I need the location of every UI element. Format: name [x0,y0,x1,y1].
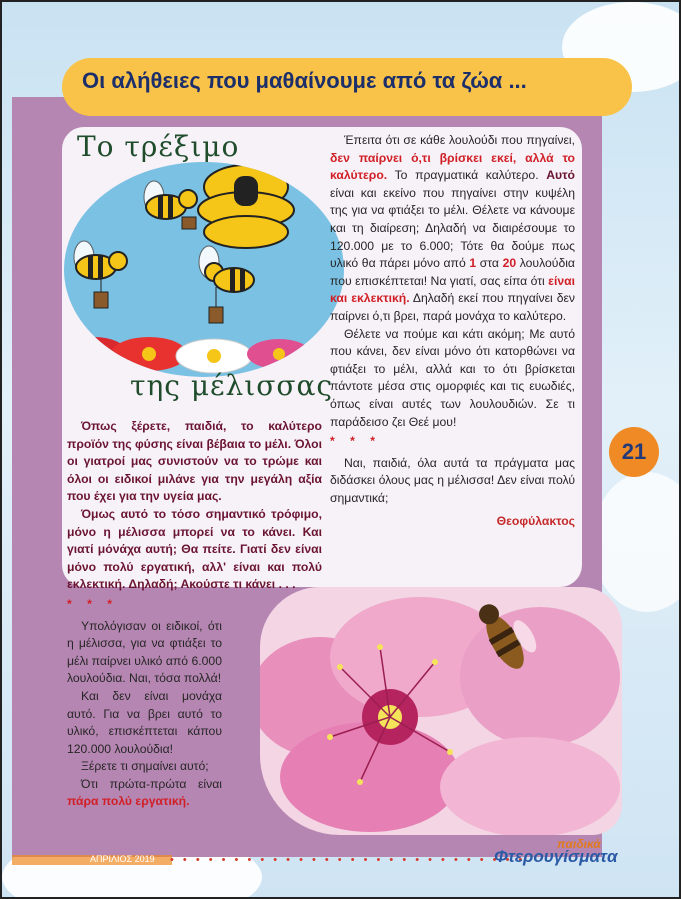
right-paragraph-3: Ναι, παιδιά, όλα αυτά τα πράγματα μας διδάσκει όλους μας η μέλισσα! Δεν είναι πολύ σημαντικά; [330,455,575,505]
number-highlight: 20 [502,256,517,271]
magazine-logo: Φτερουγίσματα [494,847,618,866]
text-span: Το πραγματικά καλύτερο. [387,168,547,183]
cloud-decoration [592,472,681,612]
highlight-span: δεν παίρνει ό,τι βρίσκει εκεί, αλλά το καλύτερο. [330,150,575,183]
magazine-logo-small: παιδικά [557,837,601,851]
text-span: στα [476,256,503,271]
page-title: Οι αλήθειες που μαθαίνουμε από τα ζώα ... [82,68,527,93]
bees-illustration [64,162,344,377]
left-paragraph-5: Ξέρετε τι σημαίνει αυτό; [81,759,209,774]
banner-bottom: της μέλισσας [130,369,334,402]
page-number: 21 [609,427,659,477]
right-paragraph-2: Θέλετε να πούμε και κάτι ακόμη; Με αυτό που κάνει, δεν είναι μόνο ότι κατορθώνει να φτιάξει το μέλι, αλλά και το ότι βρίσκεται πάντοτε μέσα στις ομορφιές και τις ευωδιές, όπως είναι αυτές των λουλουδιών. Σε τι παράδεισο ζει Θεέ μου! [330,326,575,429]
left-paragraph-3: Υπολόγισαν οι ειδικοί, ότι η μέλισσα, για να φτιάξει το μέλι παίρνει υλικό από 6.000 λουλούδια. Ναι, τόσα πολλά! [67,618,222,686]
issue-date: ΑΠΡΙΛΙΟΣ 2019 [90,854,155,864]
section-stars: * * * [330,434,382,449]
left-paragraph-6-highlight: πάρα πολύ εργατική. [67,794,190,809]
left-paragraph-1: Όπως ξέρετε, παιδιά, το καλύτερο προϊόν της φύσης είναι βέβαια το μέλι. Όλοι οι γιατροί μας συνιστούν να το τρώμε και όλοι οι ειδικοί μιλάνε για την μεγάλη αξία που έχει για την υγεία μας. [67,419,322,504]
bee-icon [199,246,254,323]
bees-svg [64,162,344,377]
footer-dots: • • • • • • • • • • • • • • • • • • • • • • • • • • • • [170,854,526,866]
bee-icon [144,181,197,229]
right-paragraph-1 [330,132,575,326]
flower-svg [260,587,622,835]
banner-top: Το τρέξιμο [77,130,240,163]
text-span: Δηλαδή εκεί που πηγαίνει δεν παίρνει ό,τι βρει, παρά μονάχα το καλύτερο. [330,291,576,323]
highlight-span: Αυτό [546,168,575,183]
left-paragraph-4: Και δεν είναι μονάχα αυτό. Για να βρει αυτό το υλικό, επισκέπτεται κάπου 120.000 λουλούδια! [67,688,222,756]
flower-photo [260,587,622,835]
highlight-span: είναι και εκλεκτική. [330,273,575,306]
author-signature: Θεοφύλακτος [496,514,575,529]
section-stars: * * * [67,596,119,611]
text-span: Έπειτα ότι σε κάθε λουλούδι που πηγαίνει, [344,133,575,147]
left-paragraph-2: Όμως αυτό το τόσο σημαντικό τρόφιμο, μόνο η μέλισσα μπορεί να το κάνει. Και γιατί μόνάχα αυτή; Θα πείτε. Γιατί δεν είναι μόνο πολύ εργατική, αλλ' είναι και πολύ εκλεκτική. Δηλαδή; Ακούστε τι κάνει . . . [67,506,322,592]
left-paragraph-6-text: Ότι πρώτα-πρώτα είναι [81,776,222,791]
bee-icon [74,241,127,308]
text-span: λουλούδια που επισκέπτεται! Να γιατί, σας είπα ότι [330,256,575,288]
text-span: είναι και εκείνο που πηγαίνει στην κυψέλη της για να φτιάξει το μέλι. Θέλετε να κάνουμε και τη διαίρεση; Δηλαδή να διαιρέσουμε το 120.000 με το 6.000; Τότε θα δούμε πως υλικό θα πάρει μόνο από [330,185,575,271]
number-highlight: 1 [469,256,477,271]
right-column [330,132,575,531]
